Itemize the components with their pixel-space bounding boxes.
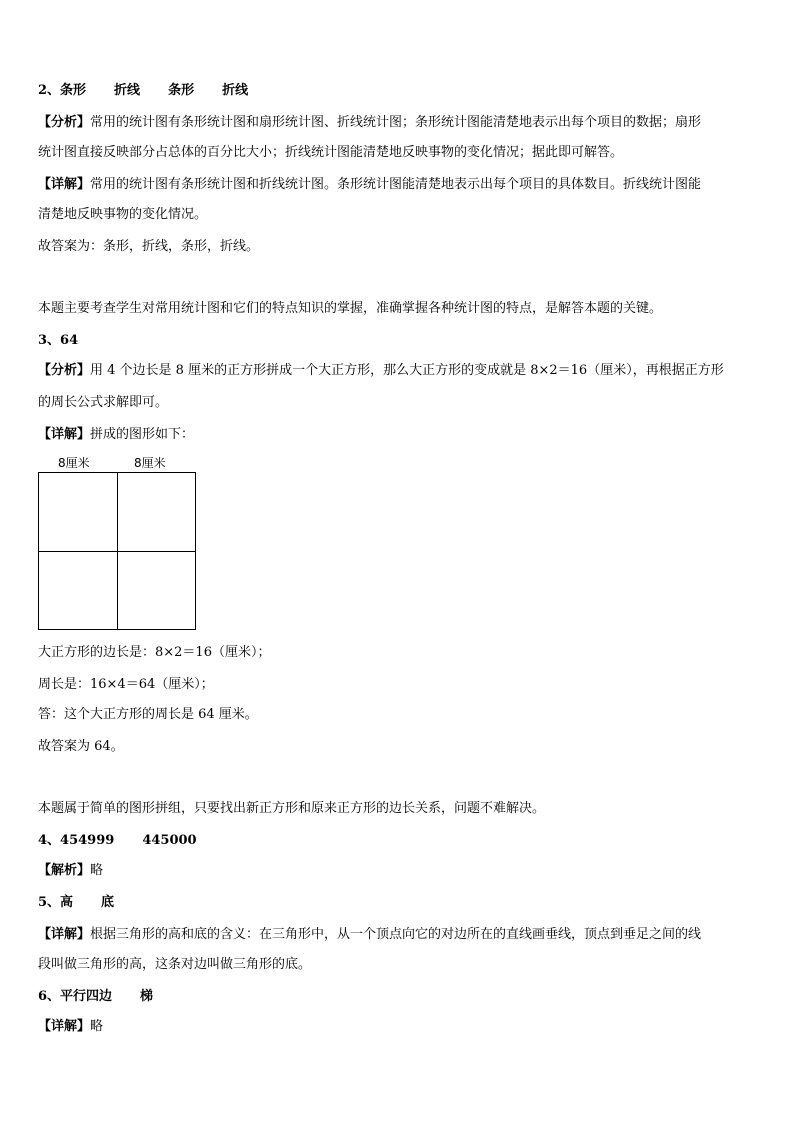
q2-answer-3: 条形 [168, 83, 195, 98]
q2-answer-2: 折线 [114, 83, 141, 98]
q6-explanation [38, 1018, 758, 1036]
q4-answer-2: 445000 [142, 833, 197, 848]
q5-answer-1: 5、高 [38, 895, 74, 910]
q3-analysis-tag: 【分析】 [38, 363, 91, 378]
diagram-label-right: 8厘米 [134, 456, 166, 470]
q4-tag: 【解析】 [38, 863, 91, 878]
q2-detail-line-1 [38, 176, 758, 194]
q5-answer-2: 底 [101, 895, 115, 910]
q3-summary: 本题属于简单的图形拼组，只要找出新正方形和原来正方形的边长关系，问题不难解决。 [38, 801, 546, 816]
q3-detail-line-1 [38, 426, 758, 444]
q6-tag: 【详解】 [38, 1019, 91, 1034]
q5-detail-line-2: 段叫做三角形的高，这条对边叫做三角形的底。 [38, 957, 312, 972]
q2-answer-1: 2、条形 [38, 83, 87, 98]
q4-explanation [38, 862, 758, 880]
q2-detail-text-1: 常用的统计图有条形统计图和折线统计图。条形统计图能清楚地表示出每个项目的具体数目。折线统计图能 [90, 177, 702, 192]
q5-detail-line-1 [38, 926, 758, 944]
q3-detail-text-1: 拼成的图形如下： [90, 427, 195, 442]
q3-calc-3: 答：这个大正方形的周长是 64 厘米。 [38, 707, 258, 722]
square-grid-diagram [38, 456, 200, 634]
q3-calc-2: 周长是：16×4＝64（厘米）； [38, 677, 214, 692]
q6-answer-2: 梯 [140, 989, 154, 1004]
q2-analysis-line-1 [38, 114, 758, 132]
q3-analysis-line-1 [38, 362, 758, 380]
q5-answer-line [38, 894, 758, 912]
q3-final-answer: 故答案为 64。 [38, 739, 124, 754]
q2-analysis-line-2: 统计图直接反映部分占总体的百分比大小；折线统计图能清楚地反映事物的变化情况；据此即可解答。 [38, 145, 624, 160]
q5-tag: 【详解】 [38, 927, 91, 942]
q6-answer-line [38, 988, 758, 1006]
q2-analysis-text-1: 常用的统计图有条形统计图和扇形统计图、折线统计图；条形统计图能清楚地表示出每个项目的数据；扇形 [90, 115, 702, 130]
q3-calc-1: 大正方形的边长是：8×2＝16（厘米）； [38, 645, 271, 660]
q6-text: 略 [90, 1019, 104, 1034]
big-square [38, 472, 196, 630]
q2-final-answer: 故答案为：条形，折线，条形，折线。 [38, 239, 260, 254]
q2-analysis-tag: 【分析】 [38, 115, 91, 130]
q3-analysis-line-2: 的周长公式求解即可。 [38, 395, 169, 410]
q4-answer-1: 4、454999 [38, 833, 115, 848]
q4-text: 略 [90, 863, 104, 878]
q3-answer: 3、64 [38, 333, 79, 348]
q3-analysis-text-1: 用 4 个边长是 8 厘米的正方形拼成一个大正方形，那么大正方形的变成就是 8×2＝16（厘米），再根据正方形 [90, 363, 724, 378]
q5-detail-text-1: 根据三角形的高和底的含义：在三角形中，从一个顶点向它的对边所在的直线画垂线，顶点到垂足之间的线 [90, 927, 702, 942]
q2-answer-line [38, 82, 758, 100]
diagram-label-left: 8厘米 [58, 456, 90, 470]
q2-detail-line-2: 清楚地反映事物的变化情况。 [38, 207, 208, 222]
q2-answer-4: 折线 [222, 83, 249, 98]
q2-summary: 本题主要考查学生对常用统计图和它们的特点知识的掌握，准确掌握各种统计图的特点，是解答本题的关键。 [38, 301, 663, 316]
q6-answer-1: 6、平行四边 [38, 989, 113, 1004]
q4-answer-line [38, 832, 758, 850]
q3-detail-tag: 【详解】 [38, 427, 91, 442]
grid-horizontal-divider [39, 551, 195, 552]
q2-detail-tag: 【详解】 [38, 177, 91, 192]
